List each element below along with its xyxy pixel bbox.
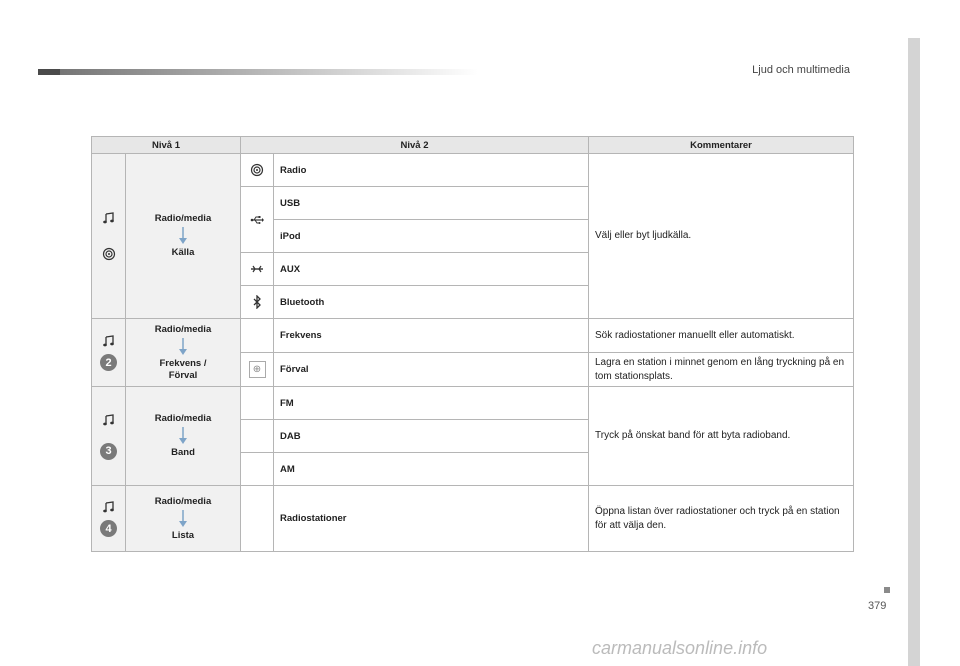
table-row <box>92 319 854 353</box>
comment-band: Tryck på önskat band för att byta radioband. <box>589 387 854 486</box>
comment-source: Välj eller byt ljudkälla. <box>589 154 854 319</box>
usb-icon <box>250 213 264 227</box>
bluetooth-icon <box>250 295 264 309</box>
option-radio-stations: Radiostationer <box>274 486 589 552</box>
level1-sublabel: Band <box>171 447 195 458</box>
option-usb: USB <box>274 187 589 220</box>
level1-label: Radio/media <box>154 323 212 335</box>
header-level2: Nivå 2 <box>241 137 589 154</box>
table-row <box>92 486 854 552</box>
option-fm: FM <box>274 387 589 420</box>
arrow-down-icon <box>178 510 188 528</box>
step-badge: 2 <box>100 354 117 371</box>
level1-sublabel: Frekvens / Förval <box>159 357 207 381</box>
aux-icon <box>250 262 264 276</box>
table-row <box>92 387 854 420</box>
audio-menu-table <box>91 136 854 552</box>
arrow-down-icon <box>178 427 188 445</box>
level1-label: Radio/media <box>154 413 212 424</box>
level1-label: Radio/media <box>154 495 212 507</box>
music-note-icon <box>102 334 116 348</box>
watermark-text: carmanualsonline.info <box>592 638 768 658</box>
option-preset: Förval <box>274 353 589 387</box>
preset-add-icon: ⊕ <box>249 361 266 378</box>
option-frequency: Frekvens <box>274 319 589 353</box>
level1-sublabel: Lista <box>171 529 195 541</box>
arrow-down-icon <box>178 227 188 245</box>
header-comments: Kommentarer <box>589 137 854 154</box>
decorative-gradient-bar <box>38 69 478 75</box>
arrow-down-icon <box>178 338 188 356</box>
section-title: Ljud och multimedia <box>752 64 850 76</box>
option-dab: DAB <box>274 420 589 453</box>
music-note-icon <box>102 211 116 225</box>
option-radio: Radio <box>274 154 589 187</box>
option-bluetooth: Bluetooth <box>274 286 589 319</box>
radio-source-icon <box>102 247 116 261</box>
option-aux: AUX <box>274 253 589 286</box>
page-marker <box>884 587 890 593</box>
comment-frequency: Sök radiostationer manuellt eller automatiskt. <box>589 319 854 353</box>
header-level1: Nivå 1 <box>92 137 241 154</box>
page-edge-band <box>908 38 920 666</box>
music-note-icon <box>102 500 116 514</box>
table-row <box>92 154 854 187</box>
level1-label: Radio/media <box>154 213 212 224</box>
table-header-row <box>92 137 854 154</box>
comment-list: Öppna listan över radiostationer och tryck på en station för att välja den. <box>589 486 854 552</box>
comment-preset: Lagra en station i minnet genom en lång tryckning på en tom stationsplats. <box>589 353 854 387</box>
step-badge: 4 <box>100 520 117 537</box>
radio-icon <box>250 163 264 177</box>
page-number: 379 <box>868 600 887 612</box>
option-am: AM <box>274 453 589 486</box>
level1-sublabel: Källa <box>171 247 195 258</box>
music-note-icon <box>102 413 116 427</box>
step-badge: 3 <box>100 443 117 460</box>
option-ipod: iPod <box>274 220 589 253</box>
